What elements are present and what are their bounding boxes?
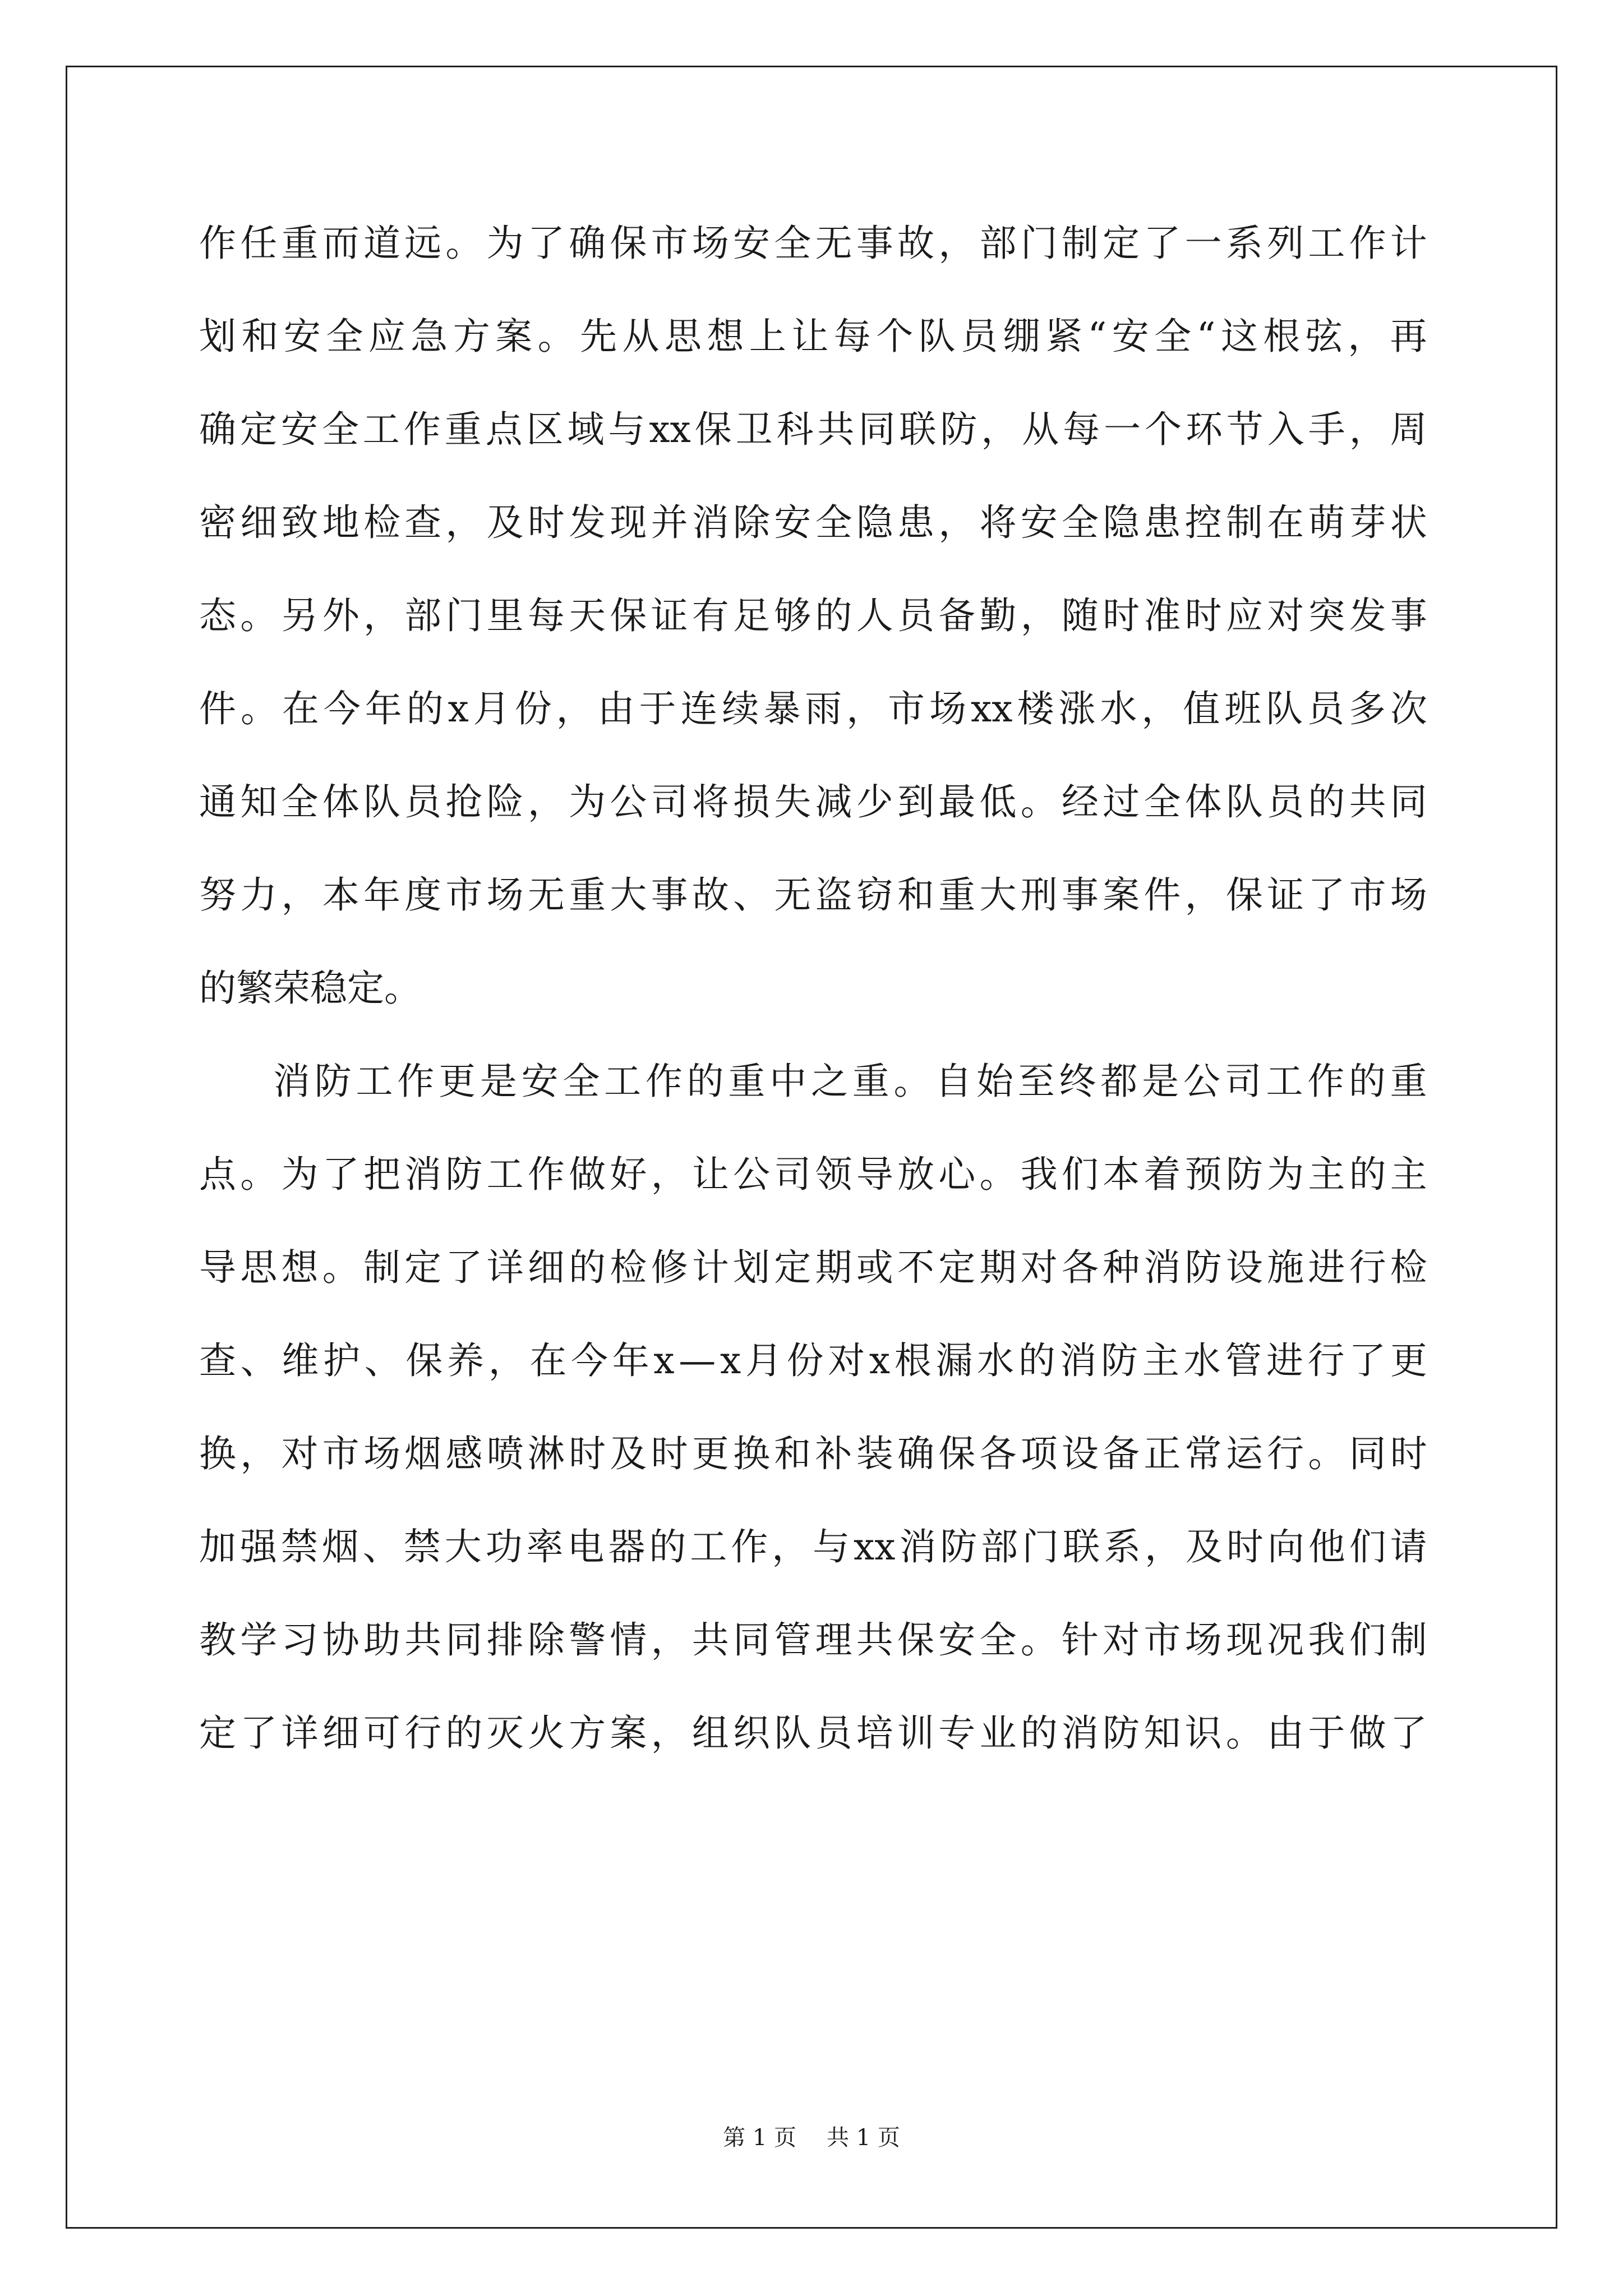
text-line: 查 、 维 护 、 保 养 ， 在 今 年 x — x 月 份 对 x 根 漏 水 的 消 防 主 水 管 进 行 了 更 [199,1339,1427,1382]
text-line: 加 强 禁 烟 、 禁 大 功 率 电 器 的 工 作 ， 与 xx 消 防 部 门 联 系 ， 及 时 向 他 们 请 [199,1525,1427,1568]
text-line: 定 了 详 细 可 行 的 灭 火 方 案 ， 组 织 队 员 培 训 专 业 的 消 防 知 识 。 由 于 做 了 [199,1711,1427,1755]
text-line-indented: 消 防 工 作 更 是 安 全 工 作 的 重 中 之 重 。 自 始 至 终 都 是 公 司 工 作 的 重 [273,1060,1427,1103]
text-line: 确 定 安 全 工 作 重 点 区 域 与 xx 保 卫 科 共 同 联 防 ， 从 每 一 个 环 节 入 手 ， 周 [199,408,1427,451]
text-line: 教 学 习 协 助 共 同 排 除 警 情 ， 共 同 管 理 共 保 安 全 。 针 对 市 场 现 况 我 们 制 [199,1618,1427,1662]
document-body [199,215,1427,1798]
text-line: 换 ， 对 市 场 烟 感 喷 淋 时 及 时 更 换 和 补 装 确 保 各 项 设 备 正 常 运 行 。 同 时 [199,1432,1427,1475]
text-line: 态 。 另 外 ， 部 门 里 每 天 保 证 有 足 够 的 人 员 备 勤 ， 随 时 准 时 应 对 突 发 事 [199,594,1427,637]
page-total: 共 1 页 [827,2125,900,2151]
page-footer [0,2124,1623,2152]
text-line: 点 。 为 了 把 消 防 工 作 做 好 ， 让 公 司 领 导 放 心 。 我 们 本 着 预 防 为 主 的 主 [199,1153,1427,1196]
page-number: 第 1 页 [723,2125,796,2151]
text-line: 密 细 致 地 检 查 ， 及 时 发 现 并 消 除 安 全 隐 患 ， 将 安 全 隐 患 控 制 在 萌 芽 状 [199,501,1427,544]
text-line-last: 的繁荣稳定。 [199,967,421,1010]
text-line: 努 力 ， 本 年 度 市 场 无 重 大 事 故 、 无 盗 窃 和 重 大 刑 事 案 件 ， 保 证 了 市 场 [199,873,1427,917]
text-line: 通 知 全 体 队 员 抢 险 ， 为 公 司 将 损 失 减 少 到 最 低 。 经 过 全 体 队 员 的 共 同 [199,780,1427,823]
text-line: 作 任 重 而 道 远 。 为 了 确 保 市 场 安 全 无 事 故 ， 部 门 制 定 了 一 系 列 工 作 计 [199,222,1427,265]
text-line: 件 。 在 今 年 的 x 月 份 ， 由 于 连 续 暴 雨 ， 市 场 xx 楼 涨 水 ， 值 班 队 员 多 次 [199,687,1427,730]
text-line: 划 和 安 全 应 急 方 案 。 先 从 思 想 上 让 每 个 队 员 绷 紧 “ 安 全 “ 这 根 弦 ， 再 [199,315,1427,358]
text-line: 导 思 想 。 制 定 了 详 细 的 检 修 计 划 定 期 或 不 定 期 对 各 种 消 防 设 施 进 行 检 [199,1246,1427,1289]
